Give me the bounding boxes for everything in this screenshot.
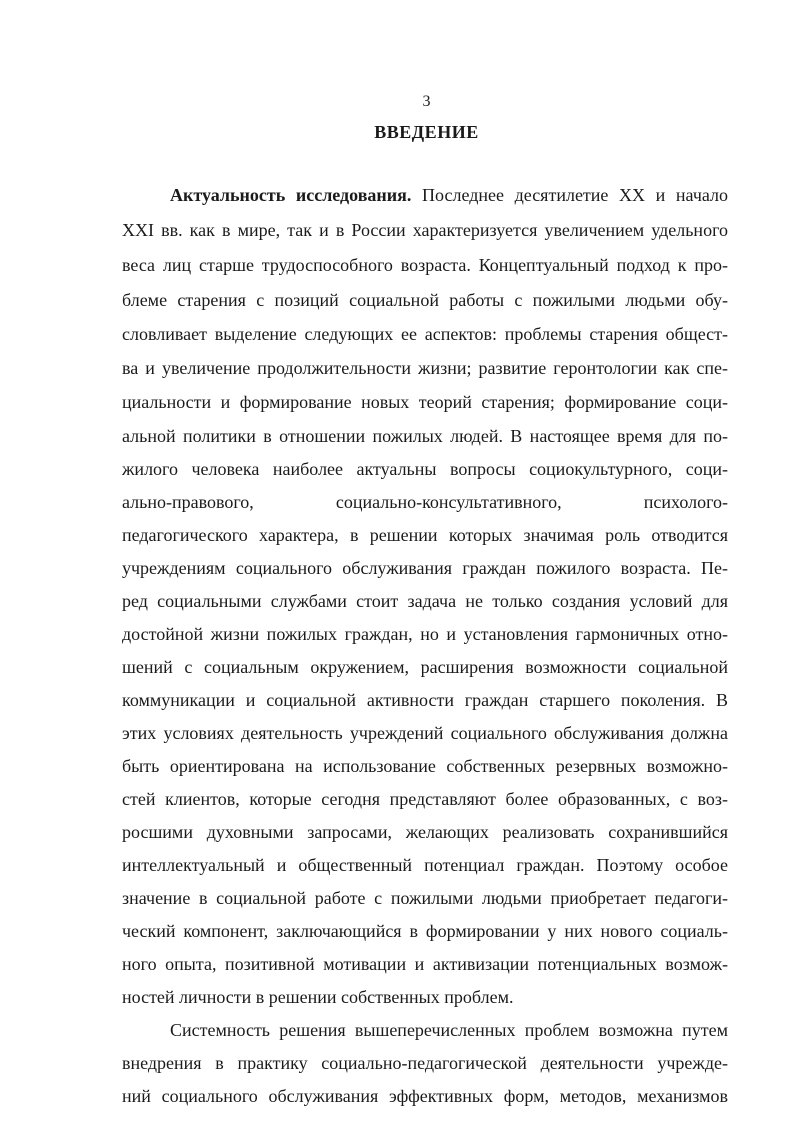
paragraph-1-line: коммуникации и социальной активности граждан старшего поколения. В bbox=[122, 690, 728, 710]
paragraph-1-line: ально-правового, социально-консультативного, психолого- bbox=[122, 492, 728, 512]
paragraph-1-line: интеллектуальный и общественный потенциал граждан. Поэтому особое bbox=[122, 855, 728, 875]
paragraph-1-line: педагогического характера, в решении которых значимая роль отводится bbox=[122, 525, 728, 545]
paragraph-1-first-text: Последнее десятилетие XX и начало bbox=[411, 185, 728, 205]
section-heading: ВВЕДЕНИЕ bbox=[374, 122, 479, 142]
paragraph-1-line: ческий компонент, заключающийся в формировании у них нового социаль- bbox=[122, 921, 728, 941]
paragraph-1-line: учреждениям социального обслуживания граждан пожилого возраста. Пе- bbox=[122, 558, 728, 578]
paragraph-1-line: блеме старения с позиций социальной работы с пожилыми людьми обу- bbox=[122, 290, 728, 310]
paragraph-1-line: росшими духовными запросами, желающих реализовать сохранившийся bbox=[122, 822, 728, 842]
paragraph-1-line: веса лиц старше трудоспособного возраста. Концептуальный подход к про- bbox=[122, 255, 728, 275]
paragraph-1-lead: Актуальность исследования. bbox=[170, 185, 412, 205]
paragraph-1-line: словливает выделение следующих ее аспектов: проблемы старения общест- bbox=[122, 324, 728, 344]
paragraph-1-line: циальности и формирование новых теорий старения; формирование соци- bbox=[122, 392, 728, 412]
paragraph-1-line: шений с социальным окружением, расширения возможности социальной bbox=[122, 657, 728, 677]
paragraph-2-line-1: Системность решения вышеперечисленных проблем возможна путем bbox=[170, 1020, 728, 1040]
paragraph-1-line: быть ориентирована на использование собственных резервных возможно- bbox=[122, 756, 728, 776]
paragraph-1-line: альной политики в отношении пожилых людей. В настоящее время для по- bbox=[122, 426, 728, 446]
paragraph-1-line-1 bbox=[170, 180, 728, 210]
paragraph-2-line: ний социального обслуживания эффективных форм, методов, механизмов bbox=[122, 1086, 728, 1106]
paragraph-1-line: жилого человека наиболее актуальны вопросы социокультурного, соци- bbox=[122, 459, 728, 479]
paragraph-1-line: ва и увеличение продолжительности жизни; развитие геронтологии как спе- bbox=[122, 358, 728, 378]
paragraph-2-line: внедрения в практику социально-педагогической деятельности учрежде- bbox=[122, 1053, 728, 1073]
paragraph-1-line: стей клиентов, которые сегодня представляют более образованных, с воз- bbox=[122, 789, 728, 809]
paragraph-1-line: XXI вв. как в мире, так и в России характеризуется увеличением удельного bbox=[122, 220, 728, 240]
paragraph-1-line: ного опыта, позитивной мотивации и активизации потенциальных возмож- bbox=[122, 954, 728, 974]
paragraph-1-line: ностей личности в решении собственных проблем. bbox=[122, 987, 514, 1007]
paragraph-1-line: этих условиях деятельность учреждений социального обслуживания должна bbox=[122, 723, 728, 743]
paragraph-1-line: достойной жизни пожилых граждан, но и установления гармоничных отно- bbox=[122, 624, 728, 644]
page-number: 3 bbox=[422, 93, 431, 110]
paragraph-1-line: значение в социальной работе с пожилыми людьми приобретает педагоги- bbox=[122, 888, 728, 908]
paragraph-1-line: ред социальными службами стоит задача не только создания условий для bbox=[122, 591, 728, 611]
